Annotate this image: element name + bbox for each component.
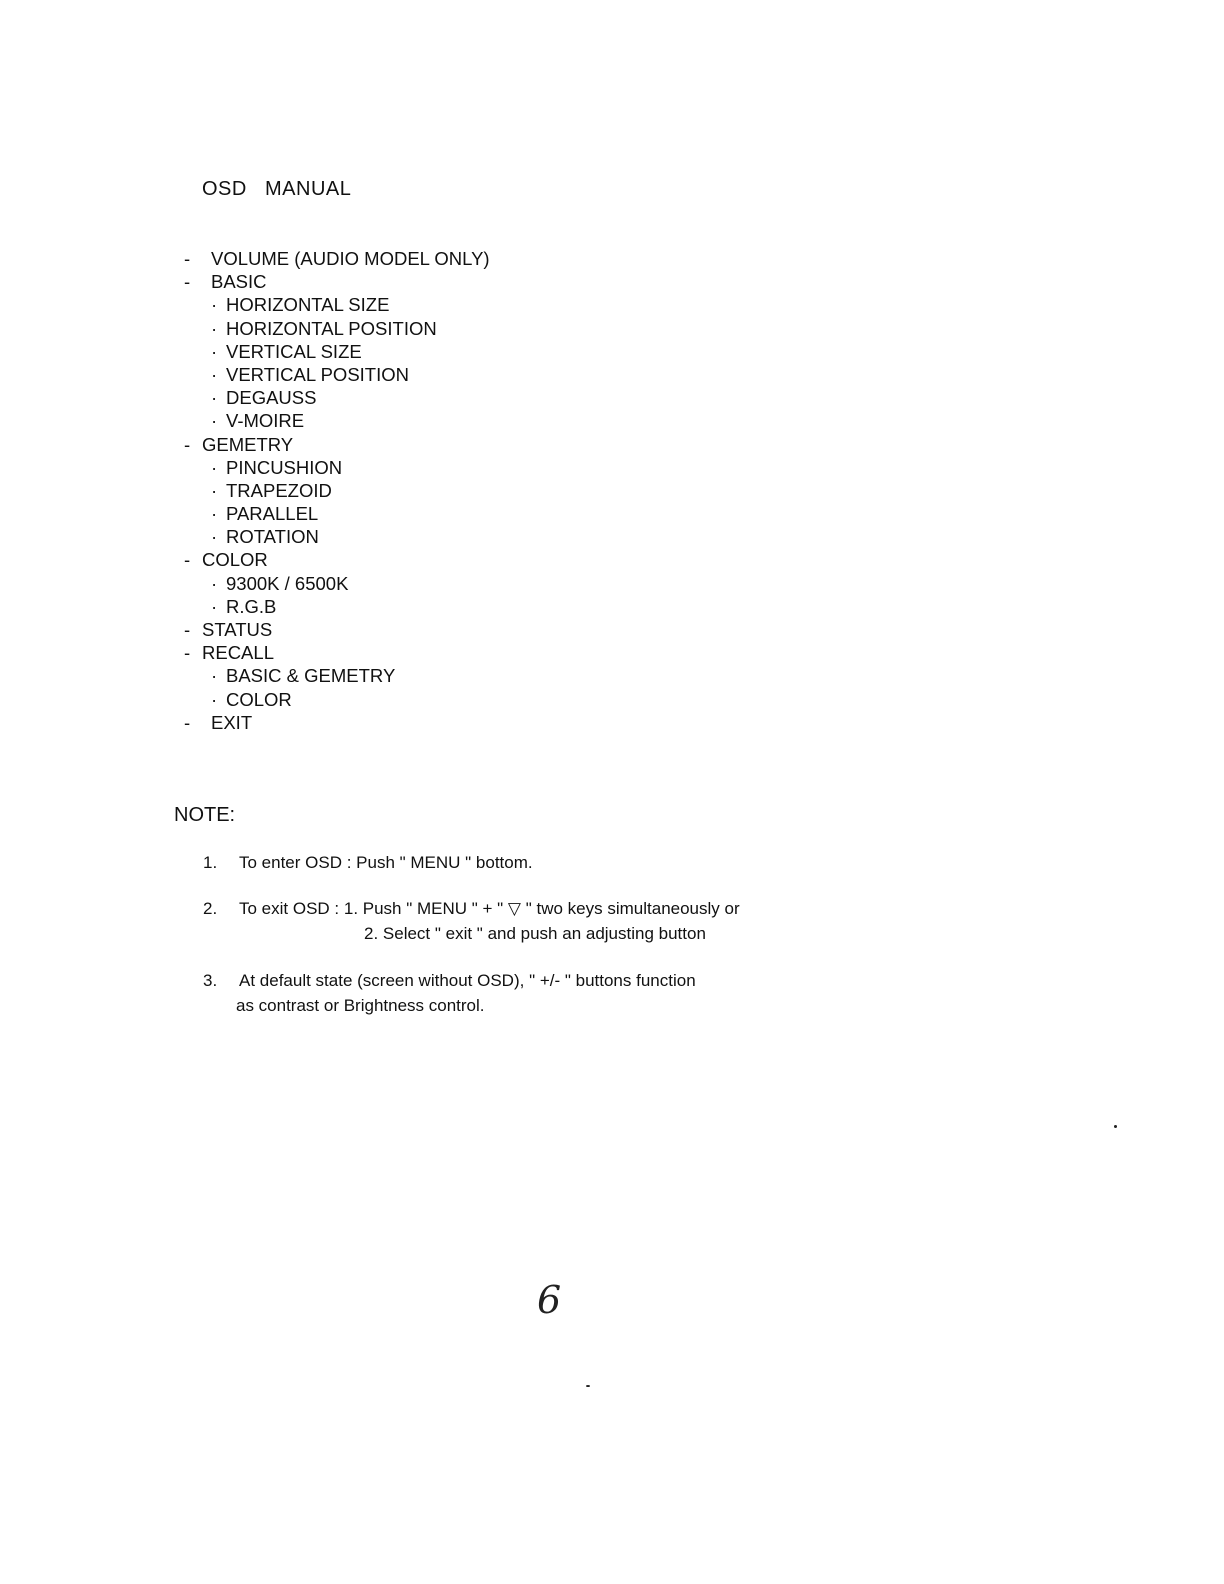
bullet-dash: - xyxy=(184,248,191,269)
submenu-item-label: R.G.B xyxy=(226,595,277,617)
submenu-item-label: ROTATION xyxy=(226,526,319,548)
note-number: 1. xyxy=(203,853,218,872)
menu-item-label: BASIC xyxy=(211,271,267,293)
bullet-dash: - xyxy=(184,619,191,640)
submenu-item xyxy=(0,340,900,363)
submenu-item-label: VERTICAL SIZE xyxy=(226,340,362,362)
menu-item-label: RECALL xyxy=(202,642,274,664)
note-subtext: 2. Select " exit " and push an adjusting button xyxy=(364,924,706,943)
submenu-item xyxy=(0,409,900,432)
submenu-item xyxy=(0,502,900,525)
menu-item-label: COLOR xyxy=(202,549,268,571)
note-text: At default state (screen without OSD), " +/- " buttons function xyxy=(239,971,696,990)
submenu-item xyxy=(0,386,900,409)
scan-speck xyxy=(586,1385,590,1387)
note-text: To enter OSD : Push " MENU " bottom. xyxy=(239,853,533,872)
bullet-dot: · xyxy=(211,317,218,339)
bullet-dash: - xyxy=(184,433,191,455)
note-text: To exit OSD : 1. Push " MENU " + " ▽ " two keys simultaneously or xyxy=(239,899,740,918)
bullet-dot: · xyxy=(211,456,218,478)
submenu-item xyxy=(0,572,900,595)
note-number: 3. xyxy=(203,971,218,990)
bullet-dot: · xyxy=(211,503,218,525)
menu-item-label: VOLUME (AUDIO MODEL ONLY) xyxy=(211,248,490,269)
submenu-item-label: COLOR xyxy=(226,688,292,710)
submenu-item xyxy=(0,688,900,711)
submenu-item-label: PINCUSHION xyxy=(226,456,343,478)
menu-item xyxy=(0,641,900,664)
bullet-dot: · xyxy=(211,387,218,409)
submenu-item-label: 9300K / 6500K xyxy=(226,572,349,594)
submenu-item xyxy=(0,293,900,316)
submenu-item xyxy=(0,363,900,386)
bullet-dot: · xyxy=(211,410,218,432)
submenu-item xyxy=(0,317,900,340)
osd-menu-list xyxy=(0,247,900,734)
submenu-item-label: DEGAUSS xyxy=(226,387,317,409)
submenu-item-label: HORIZONTAL POSITION xyxy=(226,317,437,339)
submenu-item-label: V-MOIRE xyxy=(226,410,305,432)
menu-item-label: STATUS xyxy=(202,619,273,640)
submenu-item xyxy=(0,479,900,502)
menu-item xyxy=(0,433,900,456)
menu-item xyxy=(0,247,900,270)
menu-item-label: EXIT xyxy=(211,711,253,733)
submenu-item-label: HORIZONTAL SIZE xyxy=(226,294,390,316)
submenu-item-label: PARALLEL xyxy=(226,503,319,525)
submenu-item xyxy=(0,595,900,618)
submenu-item-label: BASIC & GEMETRY xyxy=(226,665,396,687)
submenu-item-label: TRAPEZOID xyxy=(226,479,332,501)
submenu-item-label: VERTICAL POSITION xyxy=(226,363,409,385)
menu-item xyxy=(0,618,900,641)
bullet-dot: · xyxy=(211,526,218,548)
bullet-dot: · xyxy=(211,363,218,385)
menu-item xyxy=(0,270,900,293)
page-number: 6 xyxy=(537,1278,562,1322)
note-number: 2. xyxy=(203,899,218,918)
menu-item-label: GEMETRY xyxy=(202,433,294,455)
bullet-dot: · xyxy=(211,479,218,501)
menu-item xyxy=(0,548,900,571)
note-heading: NOTE: xyxy=(174,804,236,826)
submenu-item xyxy=(0,664,900,687)
bullet-dot: · xyxy=(211,572,218,594)
bullet-dot: · xyxy=(211,665,218,687)
bullet-dash: - xyxy=(184,711,191,733)
scan-speck xyxy=(1114,1125,1117,1128)
bullet-dot: · xyxy=(211,688,218,710)
bullet-dot: · xyxy=(211,340,218,362)
bullet-dash: - xyxy=(184,271,191,293)
bullet-dash: - xyxy=(184,549,191,571)
note-continuation: as contrast or Brightness control. xyxy=(236,996,485,1015)
submenu-item xyxy=(0,525,900,548)
menu-item xyxy=(0,711,900,734)
document-title: OSD MANUAL xyxy=(202,178,352,200)
bullet-dot: · xyxy=(211,294,218,316)
bullet-dot: · xyxy=(211,595,218,617)
bullet-dash: - xyxy=(184,642,191,664)
submenu-item xyxy=(0,456,900,479)
